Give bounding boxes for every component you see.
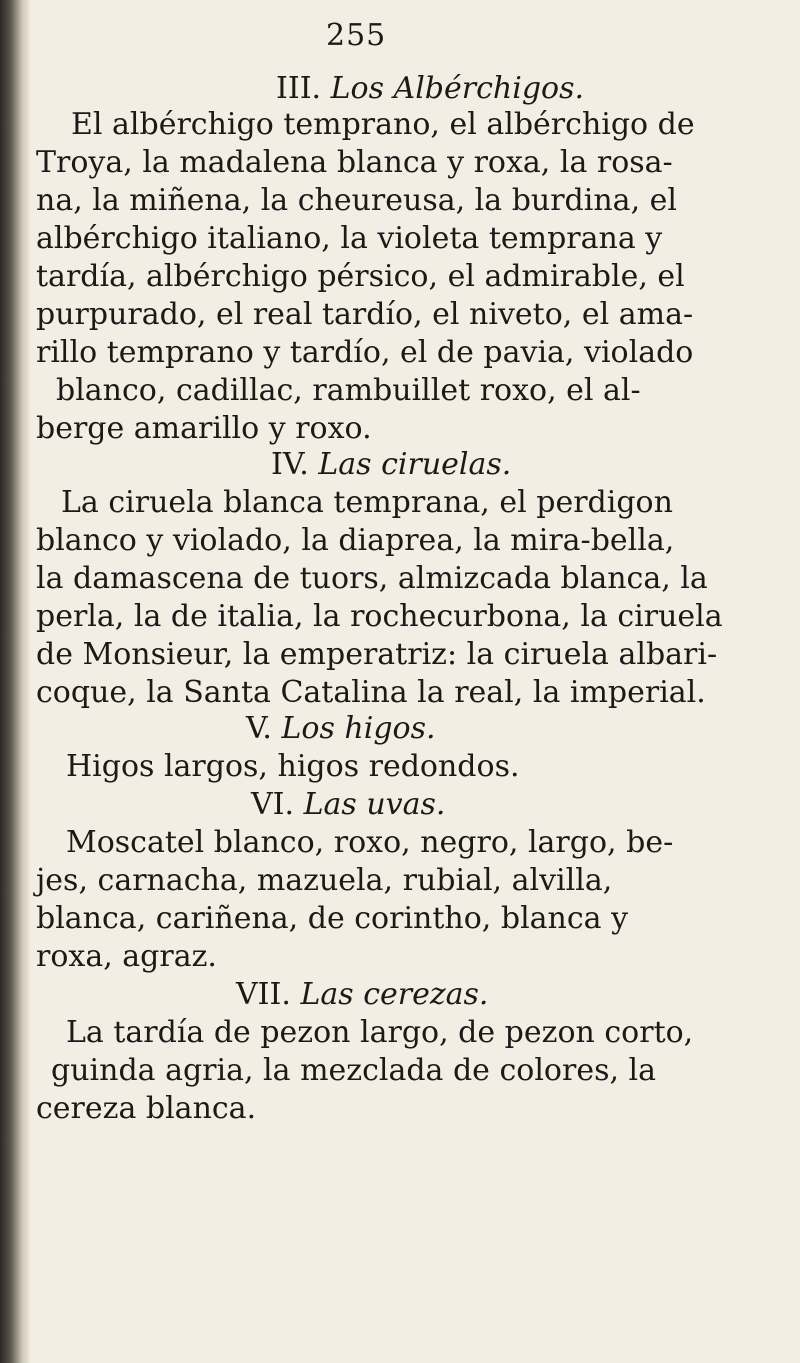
- text-line: blanco, cadillac, rambuillet roxo, el al-: [56, 373, 641, 408]
- text-line: la damascena de tuors, almizcada blanca, la: [36, 561, 708, 596]
- text-line: purpurado, el real tardío, el niveto, el ama-: [36, 297, 694, 332]
- page-number: 255: [326, 18, 387, 53]
- text-line: roxa, agraz.: [36, 939, 217, 974]
- text-line: na, la miñena, la cheureusa, la burdina, el: [36, 183, 677, 218]
- section-heading-3: III. Los Albérchigos.: [276, 71, 585, 106]
- text-line: tardía, albérchigo pérsico, el admirable, el: [36, 259, 685, 294]
- text-line: jes, carnacha, mazuela, rubial, alvilla,: [36, 863, 613, 898]
- text-line: perla, la de italia, la rochecurbona, la ciruela: [36, 599, 723, 634]
- text-line: de Monsieur, la emperatriz: la ciruela albari-: [36, 637, 718, 672]
- book-gutter: [0, 0, 30, 1363]
- text-line: La ciruela blanca temprana, el perdigon: [61, 485, 673, 520]
- text-line: blanca, cariñena, de corintho, blanca y: [36, 901, 629, 936]
- section-heading-5: V. Los higos.: [246, 711, 436, 746]
- section-heading-7: VII. Las cerezas.: [236, 977, 489, 1012]
- text-line: Troya, la madalena blanca y roxa, la rosa-: [36, 145, 673, 180]
- book-page: [36, 0, 776, 1363]
- text-line: guinda agria, la mezclada de colores, la: [51, 1053, 657, 1088]
- text-line: rillo temprano y tardío, el de pavia, violado: [36, 335, 694, 370]
- text-line: cereza blanca.: [36, 1091, 257, 1126]
- text-line: La tardía de pezon largo, de pezon corto,: [66, 1015, 694, 1050]
- text-line: blanco y violado, la diaprea, la mira-bella,: [36, 523, 675, 558]
- text-line: coque, la Santa Catalina la real, la imperial.: [36, 675, 706, 710]
- text-line: albérchigo italiano, la violeta temprana y: [36, 221, 663, 256]
- text-line: El albérchigo temprano, el albérchigo de: [71, 107, 695, 142]
- text-line: Higos largos, higos redondos.: [66, 749, 520, 784]
- text-line: berge amarillo y roxo.: [36, 411, 372, 446]
- section-heading-6: VI. Las uvas.: [251, 787, 446, 822]
- section-heading-4: IV. Las ciruelas.: [271, 447, 512, 482]
- text-line: Moscatel blanco, roxo, negro, largo, be-: [66, 825, 674, 860]
